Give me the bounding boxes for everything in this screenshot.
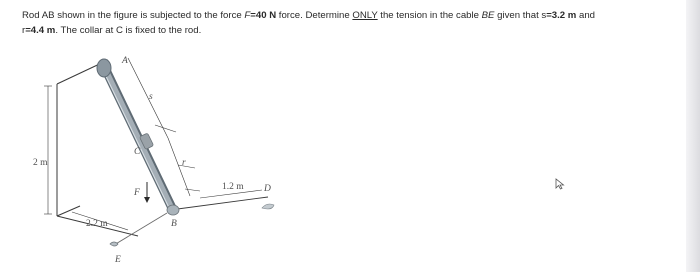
cable-BE — [114, 213, 167, 245]
label-A: A — [122, 56, 128, 66]
s-value: =3.2 m — [546, 10, 577, 21]
hook-D — [262, 204, 274, 209]
label-E: E — [115, 255, 121, 265]
label-F: F — [134, 188, 140, 198]
problem-text-3: the tension in the cable — [377, 10, 482, 21]
dim-2m-label: 2 m — [33, 158, 48, 168]
dim-1.2m-label: 1.2 m — [222, 182, 244, 192]
r-value: =4.4 m — [25, 24, 56, 36]
label-r: r — [182, 158, 186, 168]
problem-text-2: force. Determine — [276, 10, 353, 21]
problem-text-5: and — [576, 10, 596, 21]
mouse-cursor-icon — [555, 178, 565, 190]
label-C: C — [134, 147, 141, 157]
problem-text-6: . The collar at C is fixed to the rod. — [55, 24, 202, 36]
dim-r-line — [168, 138, 190, 196]
problem-text-4: given that s — [494, 10, 547, 21]
problem-text-1: Rod AB shown in the figure is subjected to the force — [22, 10, 245, 21]
dim-2.2m-label: 2.2 m — [86, 219, 108, 229]
cable-name: BE — [481, 10, 495, 21]
label-s: s — [149, 92, 153, 102]
r-symbol: r — [22, 24, 26, 36]
force-value: =40 N — [250, 10, 277, 21]
ball-joint-A — [97, 59, 111, 77]
ball-joint-B — [167, 205, 179, 215]
force-symbol: F — [244, 10, 251, 21]
hook-E — [110, 242, 118, 246]
label-B: B — [171, 219, 177, 229]
right-edge-fade — [686, 0, 700, 272]
only-emphasis: ONLY — [352, 10, 378, 21]
label-D: D — [264, 184, 271, 194]
floor-back-edge — [57, 206, 80, 216]
floor-BD-line — [170, 197, 268, 210]
force-F-arrow — [144, 182, 150, 203]
